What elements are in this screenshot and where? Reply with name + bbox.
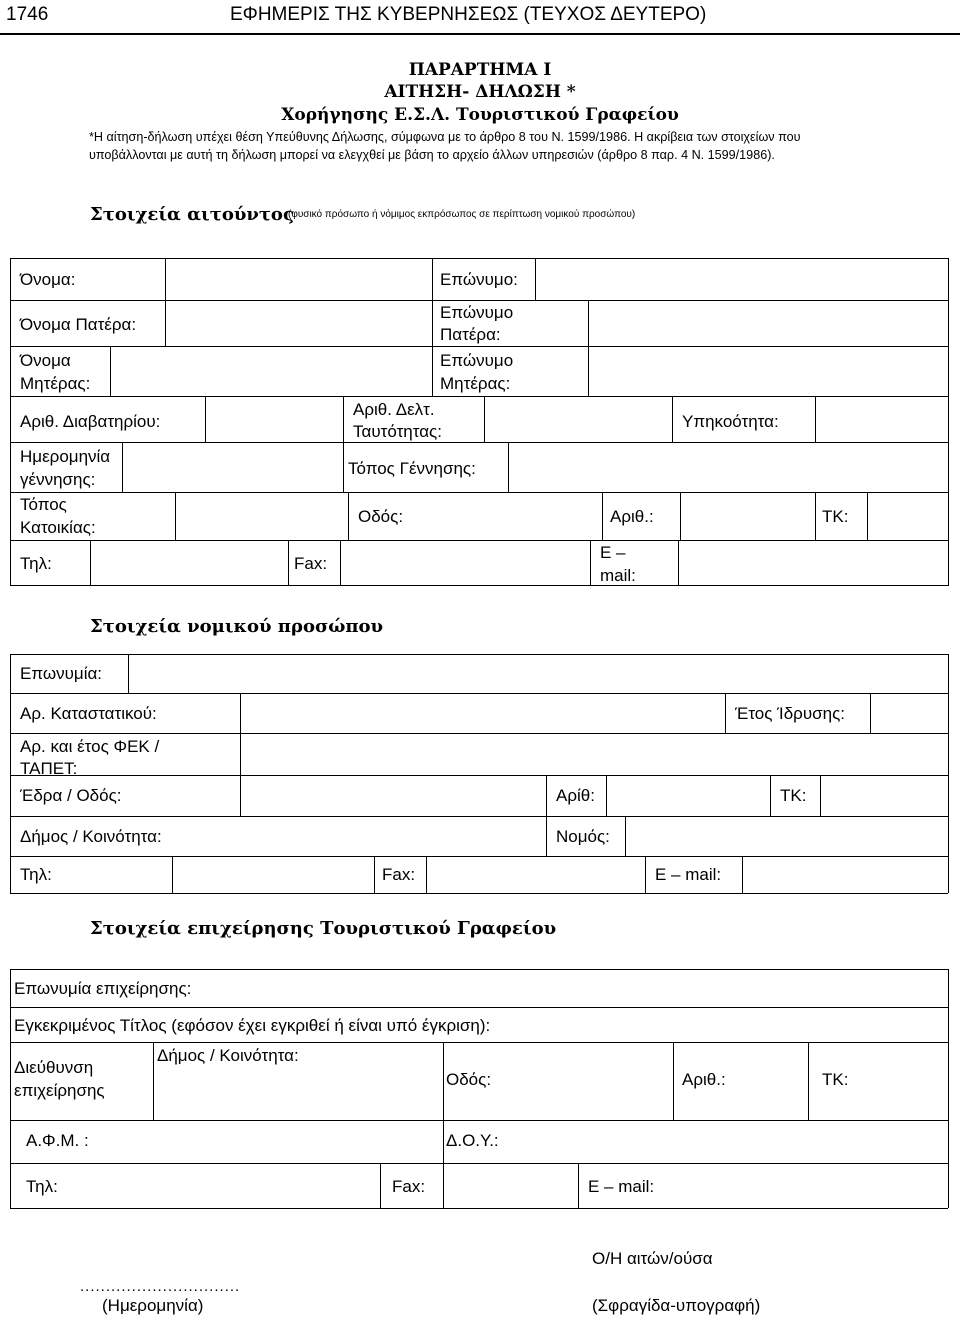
entity-fax-label: Fax: bbox=[382, 865, 416, 884]
signature-caption: (Σφραγίδα-υπογραφή) bbox=[592, 1296, 761, 1315]
father-surname-label-2: Πατέρα: bbox=[440, 325, 501, 344]
applicant-section-title: Στοιχεία αιτούντος bbox=[90, 204, 294, 225]
entity-number-label: Αρίθ: bbox=[556, 786, 595, 805]
annex-heading: ΠΑΡΑΡΤΗΜΑ Ι bbox=[408, 60, 552, 80]
applicant-signature-heading: Ο/Η αιτών/ούσα bbox=[592, 1249, 713, 1268]
statute-number-label: Αρ. Καταστατικού: bbox=[20, 704, 157, 723]
business-section-title: Στοιχεία επιχείρησης Τουριστικού Γραφείου bbox=[90, 918, 557, 939]
entity-municipality-label: Δήμος / Κοινότητα: bbox=[20, 827, 162, 846]
business-street-label: Οδός: bbox=[446, 1070, 492, 1089]
business-email-label: Ε – mail: bbox=[588, 1177, 655, 1196]
date-caption: (Ημερομηνία) bbox=[102, 1296, 204, 1315]
passport-label: Αριθ. Διαβατηρίου: bbox=[20, 412, 161, 431]
approved-title-label: Εγκεκριμένος Τίτλος (εφόσον έχει εγκριθεί ή είναι υπό έγκριση): bbox=[14, 1016, 491, 1035]
seat-street-label: Έδρα / Οδός: bbox=[20, 786, 122, 805]
page-number: 1746 bbox=[6, 4, 49, 25]
header-rule bbox=[0, 33, 960, 35]
phone-label: Τηλ: bbox=[20, 554, 52, 573]
email-label-2: mail: bbox=[600, 566, 636, 585]
citizenship-label: Υπηκοότητα: bbox=[682, 412, 779, 431]
birth-date-label-2: γέννησης: bbox=[20, 470, 96, 489]
residence-label-1: Τόπος bbox=[20, 495, 67, 514]
business-address-label-1: Διεύθυνση bbox=[14, 1058, 94, 1077]
last-name-label: Επώνυμο: bbox=[440, 270, 518, 289]
gazette-title: ΕΦΗΜΕΡΙΣ ΤΗΣ ΚΥΒΕΡΝΗΣΕΩΣ (ΤΕΥΧΟΣ ΔΕΥΤΕΡΟ) bbox=[230, 4, 707, 25]
founded-year-label: Έτος Ίδρυσης: bbox=[735, 704, 845, 723]
business-address-label-2: επιχείρησης bbox=[14, 1081, 105, 1100]
mother-name-label-1: Όνομα bbox=[20, 351, 71, 370]
mother-surname-label-2: Μητέρας: bbox=[440, 374, 511, 393]
business-number-label: Αριθ.: bbox=[682, 1070, 726, 1089]
legal-entity-section-title: Στοιχεία νομικού προσώπου bbox=[90, 616, 384, 637]
business-fax-label: Fax: bbox=[392, 1177, 426, 1196]
gazette-label-2: ΤΑΠΕΤ: bbox=[20, 759, 78, 778]
postcode-label: ΤΚ: bbox=[822, 507, 849, 526]
father-name-label: Όνομα Πατέρα: bbox=[20, 315, 137, 334]
residence-label-2: Κατοικίας: bbox=[20, 518, 96, 537]
father-surname-label-1: Επώνυμο bbox=[440, 303, 514, 322]
street-label: Οδός: bbox=[358, 507, 404, 526]
applicant-section-subtitle: (φυσικό πρόσωπο ή νόμιμος εκπρόσωπος σε περίπτωση νομικού προσώπου) bbox=[288, 209, 636, 220]
number-label: Αριθ.: bbox=[610, 507, 654, 526]
business-phone-label: Τηλ: bbox=[26, 1177, 58, 1196]
birth-date-label-1: Ημερομηνία bbox=[20, 447, 111, 466]
id-card-label-2: Ταυτότητας: bbox=[353, 422, 442, 441]
fax-label: Fax: bbox=[294, 554, 328, 573]
business-name-label: Επωνυμία επιχείρησης: bbox=[14, 979, 192, 998]
entity-email-label: Ε – mail: bbox=[655, 865, 722, 884]
email-label-1: Ε – bbox=[600, 543, 626, 562]
date-dotted-line: ............................... bbox=[80, 1278, 241, 1295]
id-card-label-1: Αριθ. Δελτ. bbox=[353, 400, 435, 419]
entity-name-label: Επωνυμία: bbox=[20, 664, 103, 683]
tax-id-label: Α.Φ.Μ. : bbox=[26, 1131, 89, 1150]
tax-office-label: Δ.Ο.Υ.: bbox=[446, 1131, 499, 1150]
entity-phone-label: Τηλ: bbox=[20, 865, 52, 884]
mother-name-label-2: Μητέρας: bbox=[20, 374, 91, 393]
gazette-label-1: Αρ. και έτος ΦΕΚ / bbox=[20, 737, 160, 756]
prefecture-label: Νομός: bbox=[556, 827, 610, 846]
form-subheading: Χορήγησης Ε.Σ.Λ. Τουριστικού Γραφείου bbox=[281, 105, 679, 125]
business-postcode-label: ΤΚ: bbox=[822, 1070, 849, 1089]
entity-postcode-label: ΤΚ: bbox=[780, 786, 807, 805]
legal-note: *Η αίτηση-δήλωση υπέχει θέση Υπεύθυνης Δήλωσης, σύμφωνα με το άρθρο 8 του Ν. 1599/1986. Η ακρίβεια των στοιχείων που υποβάλλονται με αυτή τη δήλωση μπορεί να ελεγχθεί με βάση το αρχείο άλλων υπηρεσιών (άρθρο 8 παρ. 4 Ν. 1599/1986). bbox=[89, 130, 801, 162]
business-municipality-label: Δήμος / Κοινότητα: bbox=[157, 1046, 299, 1065]
form-heading: ΑΙΤΗΣΗ- ΔΗΛΩΣΗ * bbox=[384, 82, 576, 102]
mother-surname-label-1: Επώνυμο bbox=[440, 351, 514, 370]
birth-place-label: Τόπος Γέννησης: bbox=[348, 459, 476, 478]
first-name-label: Όνομα: bbox=[20, 270, 76, 289]
